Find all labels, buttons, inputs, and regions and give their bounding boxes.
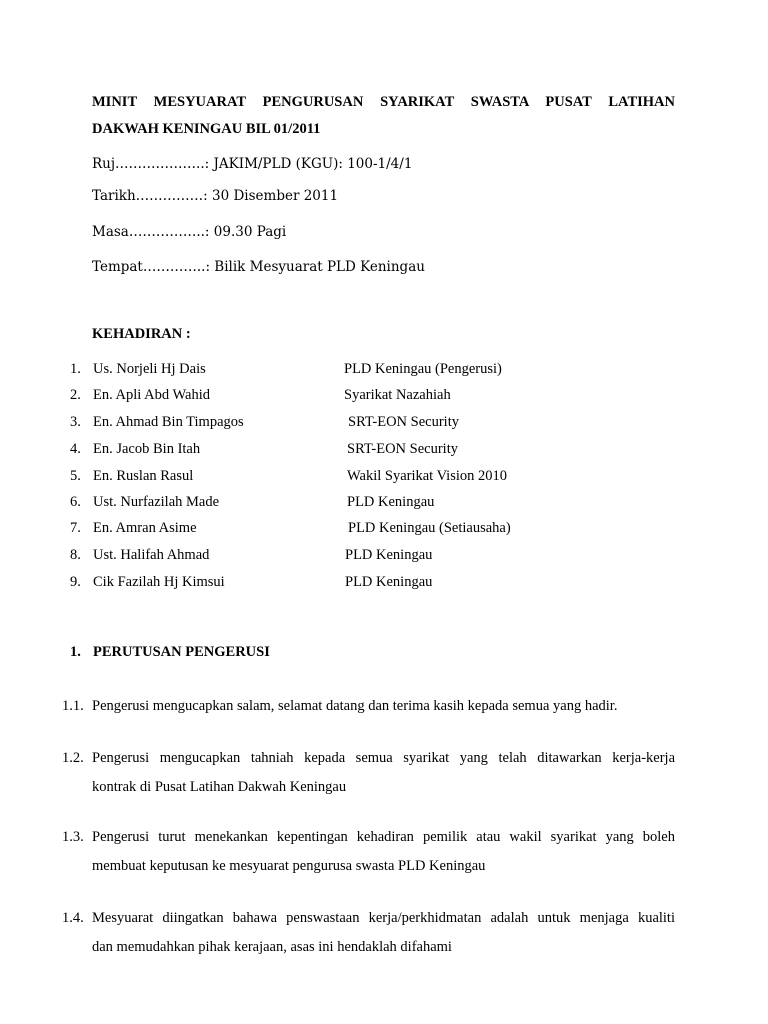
attendee-name: Ust. Halifah Ahmad [93,547,210,563]
attendee-organization: Syarikat Nazahiah [344,387,451,403]
attendance-heading: KEHADIRAN : [92,326,191,342]
meta-label: Ruj………………..: [92,156,210,172]
section-number: 1. [70,644,81,660]
meta-date [92,188,338,204]
paragraph-number: 1.3. [62,829,84,845]
item-number: 3. [70,414,81,430]
attendee-name: En. Apli Abd Wahid [93,387,210,403]
attendee-organization: Wakil Syarikat Vision 2010 [347,468,508,484]
attendee-name: En. Ahmad Bin Timpagos [93,414,244,430]
paragraph-line: Pengerusi mengucapkan salam, selamat datang dan terima kasih kepada semua yang hadir. [92,698,618,714]
attendee-organization: SRT-EON Security [348,414,459,430]
title-line-2: DAKWAH KENINGAU BIL 01/2011 [92,121,321,137]
paragraph-line: kontrak di Pusat Latihan Dakwah Keningau [92,779,347,795]
item-number: 1. [70,361,81,377]
attendee-organization: SRT-EON Security [347,441,458,457]
paragraph-line: dan memudahkan pihak kerajaan, asas ini hendaklah difahami [92,939,452,955]
attendee-name: Us. Norjeli Hj Dais [93,361,206,377]
paragraph-number: 1.4. [62,910,84,926]
attendee-name: Ust. Nurfazilah Made [93,494,220,510]
paragraph-line: membuat keputusan ke mesyuarat pengurusa swasta PLD Keningau [92,858,486,874]
meta-value: JAKIM/PLD (KGU): 100-1/4/1 [213,156,413,172]
paragraph-line: Pengerusi turut menekankan kepentingan kehadiran pemilik atau wakil syarikat yang boleh [92,829,675,845]
meta-value: Bilik Mesyuarat PLD Keningau [214,259,425,275]
item-number: 5. [70,468,81,484]
attendee-organization: PLD Keningau [345,547,433,563]
meta-label: Tarikh……………: [92,188,208,204]
meta-time [92,224,286,240]
paragraph-1-3 [92,823,675,881]
attendee-organization: PLD Keningau [345,574,433,590]
meta-label: Masa……………..: [92,224,210,240]
section-heading: PERUTUSAN PENGERUSI [93,644,270,660]
item-number: 2. [70,387,81,403]
meta-label: Tempat…………..: [92,259,210,275]
paragraph-number: 1.2. [62,750,84,766]
attendee-name: En. Ruslan Rasul [93,468,194,484]
attendee-name: En. Amran Asime [93,520,197,536]
meta-reference [92,156,412,172]
meta-value: 30 Disember 2011 [212,188,339,204]
attendee-name: Cik Fazilah Hj Kimsui [93,574,225,590]
attendee-organization: PLD Keningau (Pengerusi) [344,361,502,377]
attendee-name: En. Jacob Bin Itah [93,441,201,457]
item-number: 4. [70,441,81,457]
item-number: 8. [70,547,81,563]
item-number: 7. [70,520,81,536]
paragraph-1-1 [92,692,675,721]
paragraph-1-4 [92,904,675,962]
paragraph-line: Pengerusi mengucapkan tahniah kepada semua syarikat yang telah ditawarkan kerja-kerja [92,750,675,766]
paragraph-1-2 [92,744,675,802]
attendee-organization: PLD Keningau (Setiausaha) [348,520,511,536]
paragraph-line: Mesyuarat diingatkan bahawa penswastaan kerja/perkhidmatan adalah untuk menjaga kualiti [92,910,675,926]
title-line-1: MINIT MESYUARAT PENGURUSAN SYARIKAT SWASTA PUSAT LATIHAN [92,94,675,110]
paragraph-number: 1.1. [62,698,84,714]
meta-value: 09.30 Pagi [213,224,287,240]
meta-venue [92,259,425,275]
item-number: 9. [70,574,81,590]
attendee-organization: PLD Keningau [347,494,435,510]
item-number: 6. [70,494,81,510]
